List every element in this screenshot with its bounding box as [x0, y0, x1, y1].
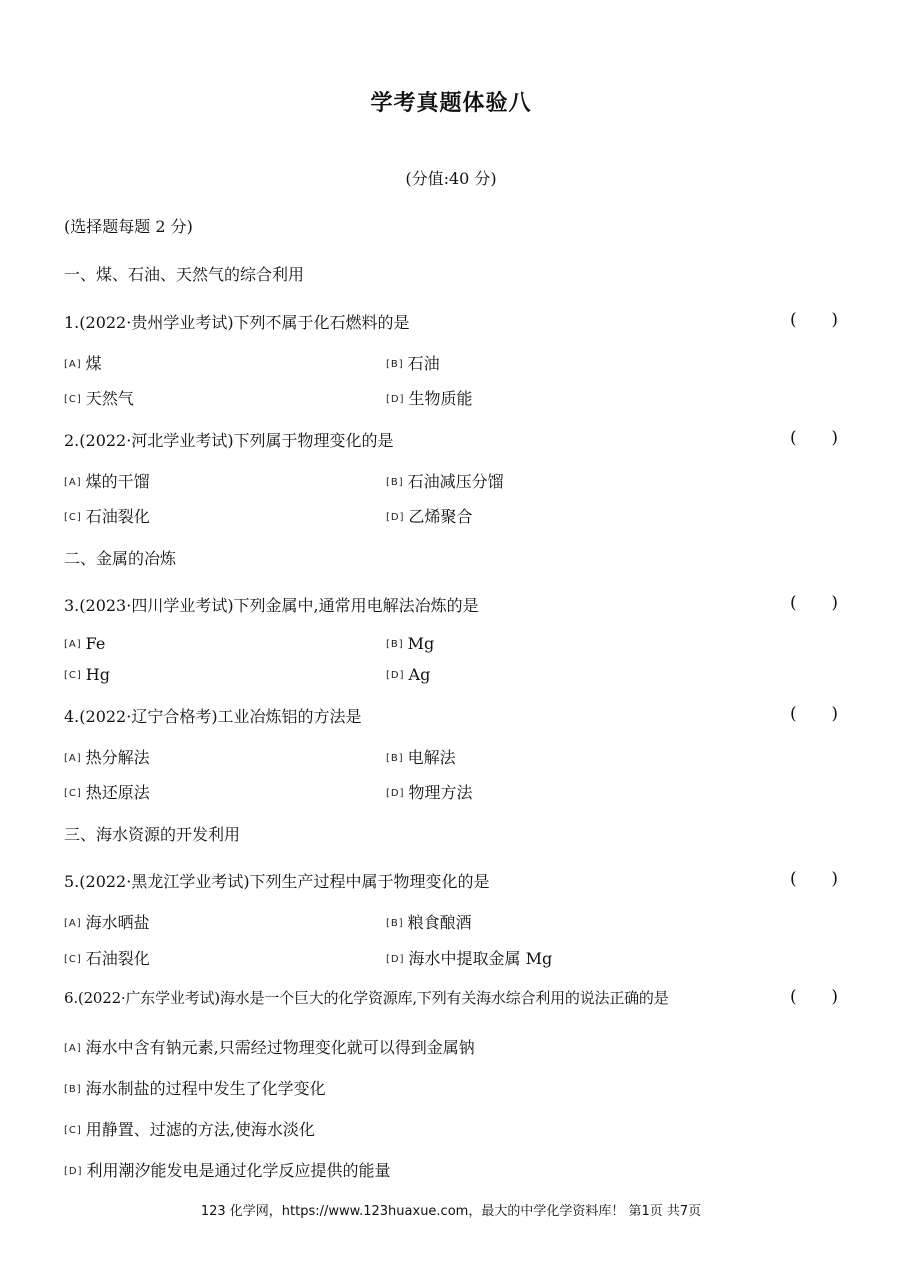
- question-1-option-c[interactable]: [C] 天然气: [64, 389, 134, 408]
- question-1-option-d[interactable]: [D] 生物质能: [386, 389, 473, 408]
- choice-note: (选择题每题 2 分): [64, 217, 193, 236]
- question-3-option-c[interactable]: [C] Hg: [64, 665, 110, 684]
- page-title: 学考真题体验八: [370, 90, 532, 116]
- question-6-option-c[interactable]: [C] 用静置、过滤的方法,使海水淡化: [64, 1120, 315, 1139]
- question-5-stem: 5.(2022·黑龙江学业考试)下列生产过程中属于物理变化的是: [64, 872, 490, 891]
- question-2-stem: 2.(2022·河北学业考试)下列属于物理变化的是: [64, 431, 394, 450]
- question-3-option-a[interactable]: [A] Fe: [64, 634, 106, 653]
- question-5-answer-blank[interactable]: ( ): [790, 869, 838, 889]
- question-2-option-a[interactable]: [A] 煤的干馏: [64, 472, 150, 491]
- section-heading-1: 一、煤、石油、天然气的综合利用: [64, 265, 305, 284]
- question-3-option-d[interactable]: [D] Ag: [386, 665, 431, 684]
- question-4-option-d[interactable]: [D] 物理方法: [386, 783, 473, 802]
- question-1-option-b[interactable]: [B] 石油: [386, 354, 440, 373]
- question-3-answer-blank[interactable]: ( ): [790, 593, 838, 613]
- question-2-option-d[interactable]: [D] 乙烯聚合: [386, 507, 473, 526]
- score-info: (分值:40 分): [405, 169, 497, 188]
- question-6-option-d[interactable]: [D] 利用潮汐能发电是通过化学反应提供的能量: [64, 1161, 391, 1180]
- question-3-stem: 3.(2023·四川学业考试)下列金属中,通常用电解法冶炼的是: [64, 596, 479, 615]
- question-6-stem: 6.(2022·广东学业考试)海水是一个巨大的化学资源库,下列有关海水综合利用的说法正确的是: [64, 989, 669, 1007]
- question-1-stem: 1.(2022·贵州学业考试)下列不属于化石燃料的是: [64, 313, 410, 332]
- question-2-option-b[interactable]: [B] 石油减压分馏: [386, 472, 504, 491]
- question-5-option-a[interactable]: [A] 海水晒盐: [64, 913, 150, 932]
- page-footer: 123 化学网，https://www.123huaxue.com，最大的中学化学资料库！ 第1页 共7页: [200, 1204, 702, 1219]
- question-5-option-c[interactable]: [C] 石油裂化: [64, 949, 150, 968]
- question-6-answer-blank[interactable]: ( ): [790, 987, 838, 1007]
- section-heading-2: 二、金属的冶炼: [64, 549, 177, 568]
- question-5-option-b[interactable]: [B] 粮食酿酒: [386, 913, 472, 932]
- question-4-option-c[interactable]: [C] 热还原法: [64, 783, 150, 802]
- question-2-answer-blank[interactable]: ( ): [790, 428, 838, 448]
- question-4-stem: 4.(2022·辽宁合格考)工业冶炼铝的方法是: [64, 707, 362, 726]
- question-6-option-a[interactable]: [A] 海水中含有钠元素,只需经过物理变化就可以得到金属钠: [64, 1038, 475, 1057]
- question-4-option-b[interactable]: [B] 电解法: [386, 748, 456, 767]
- question-6-option-b[interactable]: [B] 海水制盐的过程中发生了化学变化: [64, 1079, 326, 1098]
- question-5-option-d[interactable]: [D] 海水中提取金属 Mg: [386, 949, 553, 968]
- question-2-option-c[interactable]: [C] 石油裂化: [64, 507, 150, 526]
- question-3-option-b[interactable]: [B] Mg: [386, 634, 435, 653]
- section-heading-3: 三、海水资源的开发利用: [64, 825, 241, 844]
- question-1-option-a[interactable]: [A] 煤: [64, 354, 102, 373]
- question-1-answer-blank[interactable]: ( ): [790, 310, 838, 330]
- question-4-option-a[interactable]: [A] 热分解法: [64, 748, 150, 767]
- question-4-answer-blank[interactable]: ( ): [790, 704, 838, 724]
